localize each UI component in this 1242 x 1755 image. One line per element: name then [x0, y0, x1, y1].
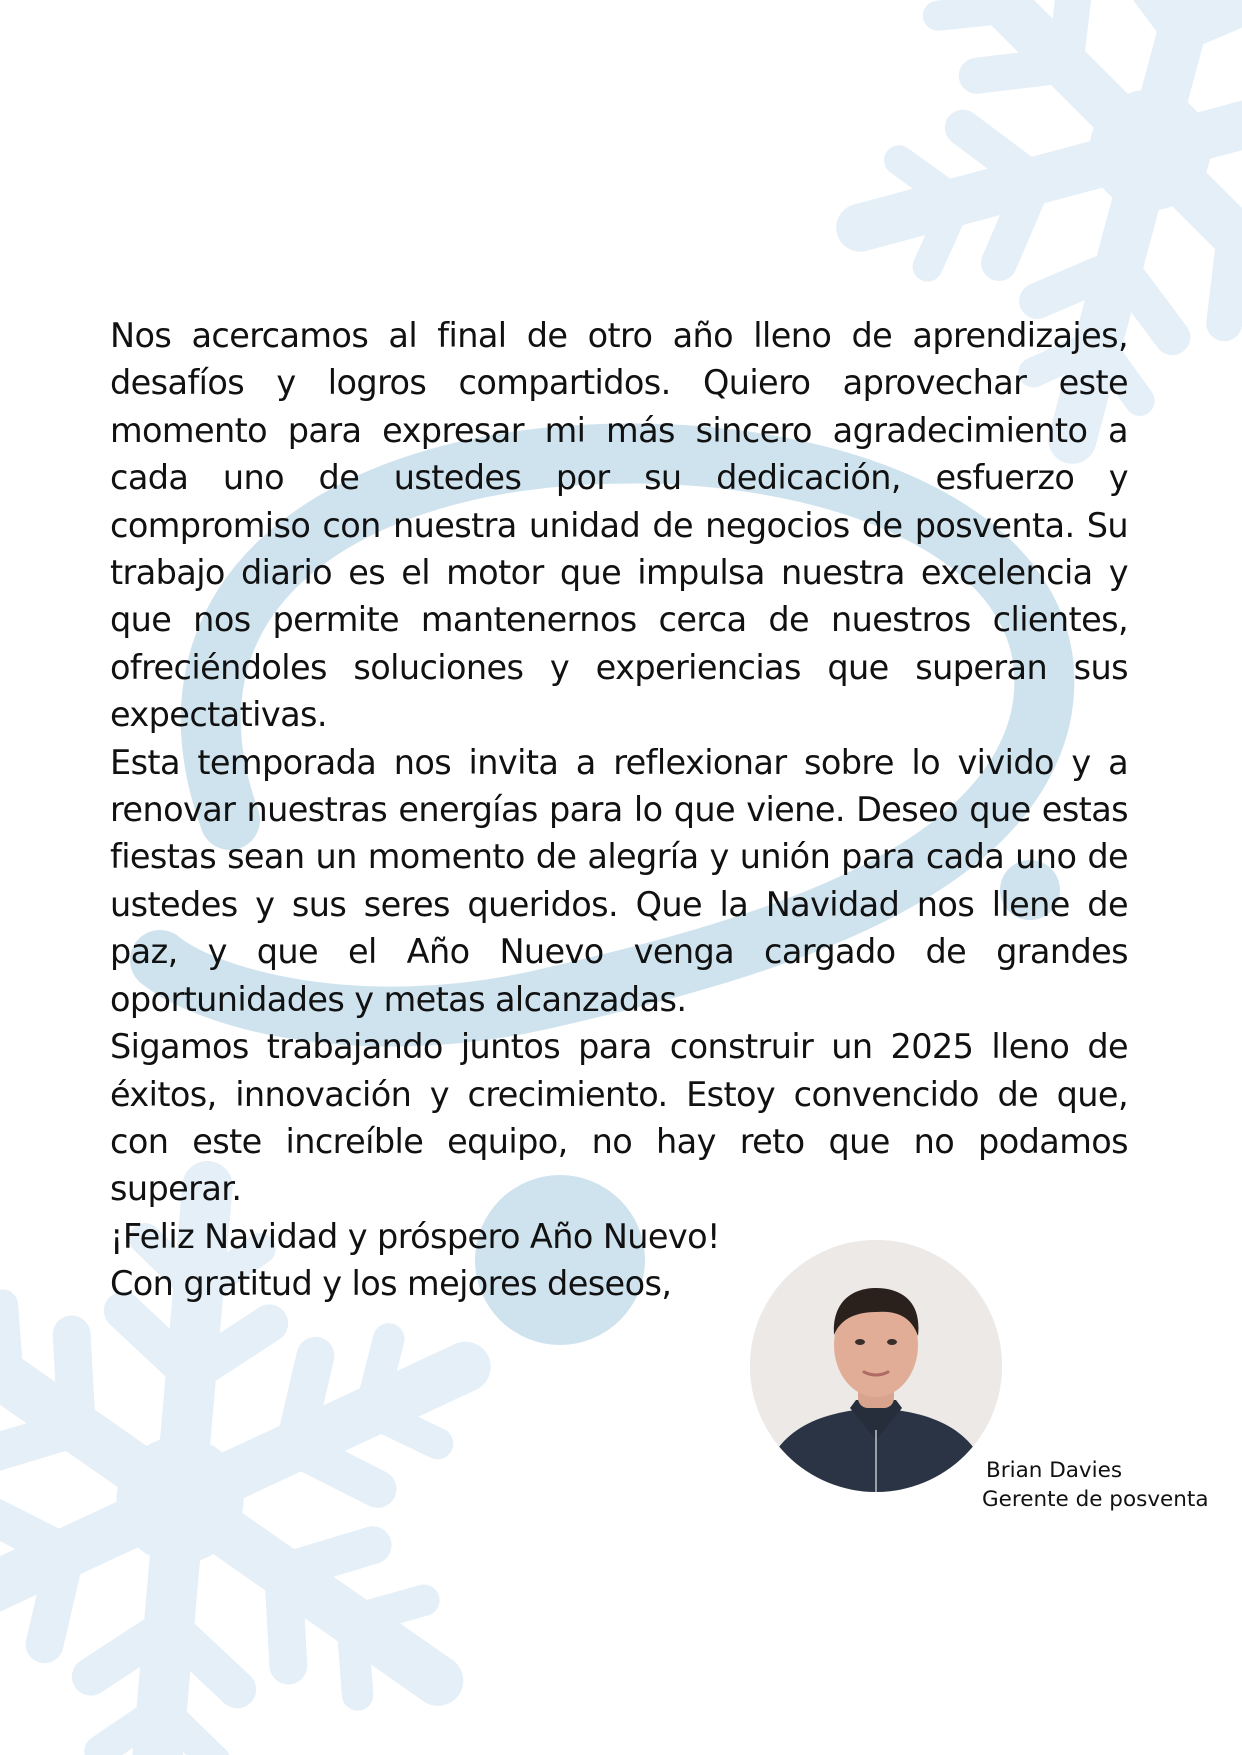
author-portrait: [750, 1240, 1002, 1492]
letter-paragraph: Nos acercamos al final de otro año lleno de aprendizajes, desafíos y logros compartidos. Quiero aprovechar este momento para expresar mi más sincero agradecimiento a cada uno de ustedes por su dedicación, esfuerzo y compromiso con nuestra unidad de negocios de posventa. Su trabajo diario es el motor que impulsa nuestra excelencia y que nos permite mantenernos cerca de nuestros clientes, ofreciéndoles soluciones y experiencias que superan sus expectativas.: [110, 316, 1128, 735]
letter-paragraph: Esta temporada nos invita a reflexionar sobre lo vivido y a renovar nuestras energías para lo que viene. Deseo que estas fiestas sean un momento de alegría y unión para cada uno de ustedes y sus seres queridos. Que la Navidad nos llene de paz, y que el Año Nuevo venga cargado de grandes oportunidades y metas alcanzadas.: [110, 742, 1128, 1019]
letter-paragraph: Sigamos trabajando juntos para construir un 2025 lleno de éxitos, innovación y crecimiento. Estoy convencido de que, con este increíble equipo, no hay reto que no podamos superar.: [110, 1027, 1128, 1209]
signature-block: [982, 1456, 1209, 1514]
portrait-illustration: [750, 1240, 1002, 1492]
closing-line: Con gratitud y los mejores deseos,: [110, 1264, 672, 1304]
signature-name: Brian Davies: [986, 1458, 1123, 1483]
signature-title: Gerente de posventa: [982, 1487, 1209, 1512]
letter-body: [110, 312, 1128, 1308]
greeting-line: ¡Feliz Navidad y próspero Año Nuevo!: [110, 1216, 720, 1256]
